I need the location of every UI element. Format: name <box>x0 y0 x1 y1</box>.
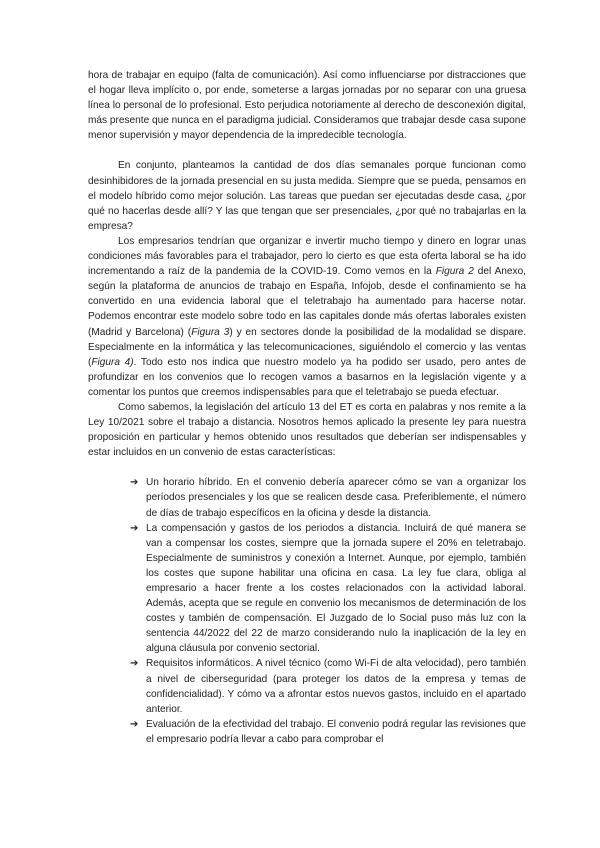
list-item-text: Requisitos informáticos. A nivel técnico (como Wi-Fi de alta velocidad), pero también a nivel de ciberseguridad (para proteger los datos de la empresa y temas de confidencialidad). Y cómo va a afrontar estos nuevos gastos, incluido en el apartado anterior. <box>146 658 526 715</box>
list-item <box>130 717 526 747</box>
paragraph-1: hora de trabajar en equipo (falta de comunicación). Así como influenciarse por distracciones que el hogar lleva implícito o, por ende, someterse a largas jornadas por no separar con una gruesa línea lo personal de lo profesional. Esto perjudica notoriamente al derecho de desconexión digital, más presente que nunca en el paradigma judicial. Consideramos que trabajar desde casa supone menor supervisión y mayor dependencia de la impredecible tecnología. <box>88 70 526 142</box>
paragraph-3-text-a: Los empresarios tendrían que organizar e invertir mucho tiempo y dinero en lograr unas condiciones más favorables para el trabajador, pero lo cierto es que esta oferta laboral se ha ido incrementando a raíz de la pandemia de la COVID-19. Como vemos en la <box>88 235 526 278</box>
paragraph-3-text-b: del Anexo, según la plataforma de anuncios de trabajo en España, Infojob, desde el confinamiento se ha convertido en una evidencia laboral que el teletrabajo ha aumentado para hacerse notar. Podemos encontrar este modelo sobre todo en las capitales donde más ofertas laborales existen (Madrid y Barcelona) ( <box>88 266 526 338</box>
arrow-bullet-icon: ➔ <box>130 658 139 670</box>
list-item-text: La compensación y gastos de los periodos a distancia. Incluirá de qué manera se van a compensar los costes, siempre que la jornada supere el 20% en teletrabajo. Especialmente de suministros y conexión a Internet. Aunque, por ejemplo, también los costes que supone habilitar una oficina en casa. La ley fue clara, obliga al empresario a hacer frente a los costes relacionados con la actividad laboral. Además, acepta que se regule en convenio los mecanismos de determinación de los costes y también de compensación. El Juzgado de lo Social puso más luz con la sentencia 44/2022 del 22 de marzo considerando nulo la inaplicación de la ley en alguna cláusula por convenio sectorial. <box>146 522 526 655</box>
paragraph-3-text-d: . Todo esto nos indica que nuestro modelo ya ha podido ser usado, pero antes de profundizar en los convenios que lo recogen vamos a basarnos en la legislación vigente y a comentar los puntos que creemos indispensables para que el teletrabajo se pueda efectuar. <box>88 356 527 398</box>
list-item <box>130 475 526 520</box>
figure-3-reference: Figura 3 <box>191 326 230 338</box>
paragraph-3 <box>88 234 526 400</box>
arrow-bullet-icon: ➔ <box>130 477 139 489</box>
arrow-bullet-icon: ➔ <box>130 522 139 534</box>
requirements-list <box>88 475 526 747</box>
list-item <box>130 521 526 657</box>
list-item-text: Evaluación de la efectividad del trabajo. El convenio podrá regular las revisiones que el empresario podría llevar a cabo para comprobar el <box>146 718 526 745</box>
list-item <box>130 656 526 716</box>
document-page <box>88 68 526 747</box>
figure-4-reference: Figura 4) <box>91 356 134 368</box>
arrow-bullet-icon: ➔ <box>130 718 139 730</box>
paragraph-4: Como sabemos, la legislación del artículo 13 del ET es corta en palabras y nos remite a la Ley 10/2021 sobre el trabajo a distancia. Nosotros hemos aplicado la presente ley para nuestra proposición en particular y hemos obtenido unos resultados que deberían ser indispensables y estar incluidos en un convenio de estas características: <box>88 401 526 459</box>
paragraph-3-text-c: ) y en sectores donde la posibilidad de la modalidad se dispare. Especialmente en la informática y las telecomunicaciones, siguiéndolo el comercio y las ventas ( <box>88 326 527 368</box>
figure-2-reference: Figura 2 <box>435 266 474 278</box>
list-item-text: Un horario híbrido. En el convenio debería aparecer cómo se van a organizar los períodos presenciales y los que se realicen desde casa. Preferiblemente, el número de días de trabajo específicos en la oficina y desde la distancia. <box>146 477 526 519</box>
paragraph-2: En conjunto, planteamos la cantidad de dos días semanales porque funcionan como desinhibidores de la jornada presencial en su justa medida. Siempre que se pueda, pensamos en el modelo híbrido como mejor solución. Las tareas que puedan ser ejecutadas desde casa, ¿por qué no hacerlas desde allí? Y las que tengan que ser presenciales, ¿por qué no trabajarlas en la empresa? <box>88 160 526 232</box>
